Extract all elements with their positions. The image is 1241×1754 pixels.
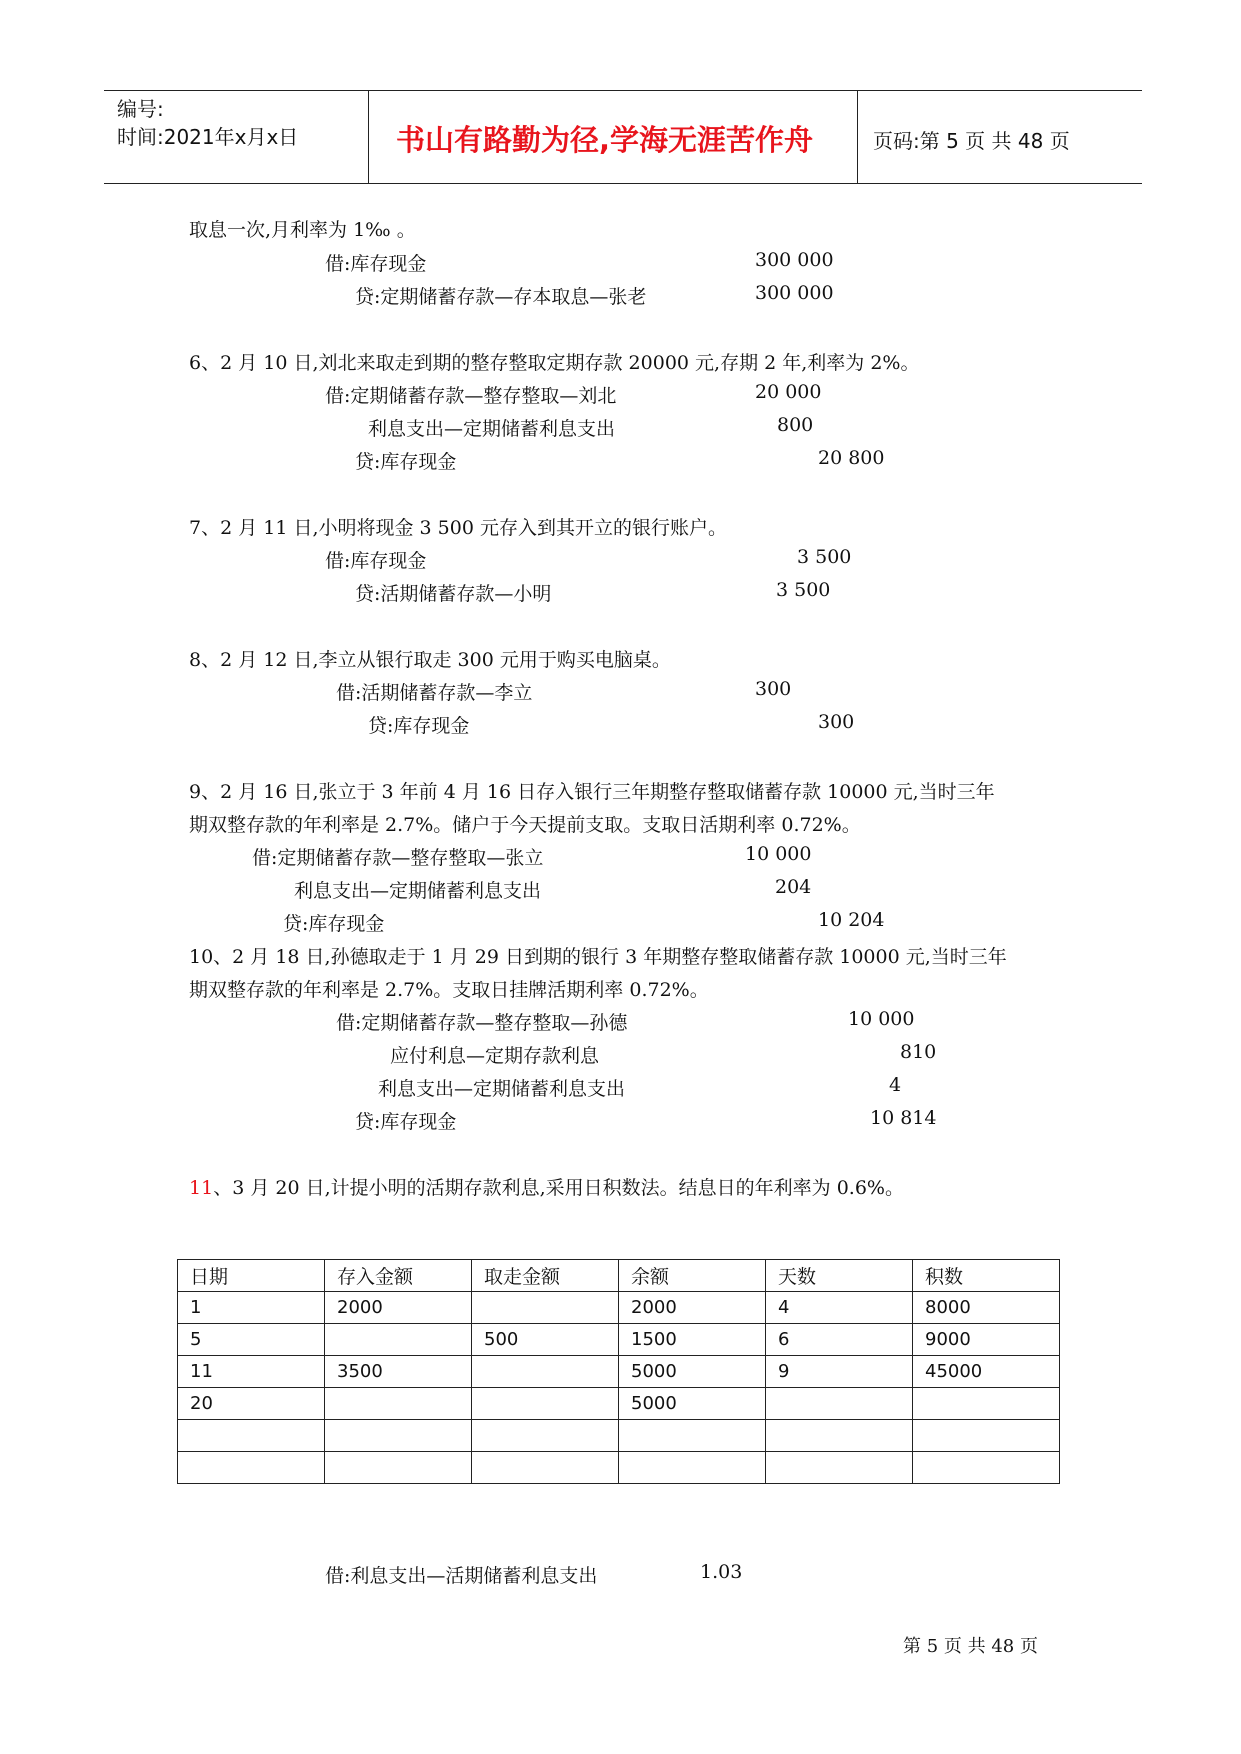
table-row — [178, 1452, 1060, 1484]
interest-table — [177, 1259, 1060, 1484]
table-cell: 11 — [178, 1356, 325, 1388]
table-cell: 9000 — [913, 1324, 1060, 1356]
table-cell — [325, 1452, 472, 1484]
table-cell — [913, 1420, 1060, 1452]
table-cell — [619, 1452, 766, 1484]
table-cell: 2000 — [619, 1292, 766, 1324]
entry-amount: 20 000 — [755, 381, 822, 403]
entry-amount: 300 — [755, 678, 792, 700]
table-cell — [472, 1292, 619, 1324]
entry-amount: 3 500 — [797, 546, 852, 568]
entry-debit: 借:库存现金 — [325, 253, 427, 275]
page-label: 页码:第 5 页 共 48 页 — [873, 129, 1070, 153]
table-header-cell: 取走金额 — [472, 1260, 619, 1292]
body-line: 10、2 月 18 日,孙德取走于 1 月 29 日到期的银行 3 年期整存整取储蓄存款 10000 元,当时三年 — [189, 946, 1007, 968]
table-cell — [619, 1420, 766, 1452]
entry-credit: 贷:库存现金 — [368, 715, 470, 737]
entry-credit: 贷:库存现金 — [355, 451, 457, 473]
table-cell: 5000 — [619, 1388, 766, 1420]
table-cell: 2000 — [325, 1292, 472, 1324]
table-cell — [472, 1452, 619, 1484]
header-divider-right — [857, 90, 858, 184]
entry-credit: 贷:活期储蓄存款—小明 — [355, 583, 552, 605]
entry-credit: 贷:定期储蓄存款—存本取息—张老 — [355, 286, 647, 308]
table-cell: 3500 — [325, 1356, 472, 1388]
entry-credit: 贷:库存现金 — [355, 1111, 457, 1133]
footer-page-label: 第 5 页 共 48 页 — [903, 1636, 1038, 1657]
table-cell — [472, 1420, 619, 1452]
entry-amount: 4 — [889, 1074, 902, 1096]
entry-amount: 300 000 — [755, 249, 834, 271]
entry-debit: 借:活期储蓄存款—李立 — [336, 682, 533, 704]
entry-amount: 3 500 — [776, 579, 831, 601]
entry-amount: 10 204 — [818, 909, 885, 931]
entry-debit: 借:定期储蓄存款—整存整取—张立 — [252, 847, 544, 869]
time-label: 时间:2021年x月x日 — [117, 125, 299, 149]
table-cell: 6 — [766, 1324, 913, 1356]
table-header-cell: 天数 — [766, 1260, 913, 1292]
table-cell — [766, 1452, 913, 1484]
table-cell: 4 — [766, 1292, 913, 1324]
entry-amount: 10 000 — [848, 1008, 915, 1030]
table-cell — [913, 1452, 1060, 1484]
entry-amount: 10 814 — [870, 1107, 937, 1129]
table-header-cell: 日期 — [178, 1260, 325, 1292]
closing-entry-amount: 1.03 — [700, 1561, 743, 1583]
closing-entry-debit: 借:利息支出—活期储蓄利息支出 — [325, 1565, 598, 1587]
entry-amount: 300 000 — [755, 282, 834, 304]
item-number: 11 — [189, 1177, 214, 1199]
body-line: 取息一次,月利率为 1‰ 。 — [189, 219, 416, 241]
body-line: 6、2 月 10 日,刘北来取走到期的整存整取定期存款 20000 元,存期 2 年,利率为 2%。 — [189, 352, 920, 374]
table-header-cell: 余额 — [619, 1260, 766, 1292]
entry-debit-sub: 利息支出—定期储蓄利息支出 — [378, 1078, 626, 1100]
body-line — [189, 1173, 904, 1200]
table-row — [178, 1324, 1060, 1356]
table-cell — [325, 1324, 472, 1356]
table-cell — [472, 1388, 619, 1420]
entry-debit-sub: 利息支出—定期储蓄利息支出 — [368, 418, 616, 440]
entry-amount: 10 000 — [745, 843, 812, 865]
motto-title: 书山有路勤为径,学海无涯苦作舟 — [396, 123, 814, 157]
header-divider-left — [368, 90, 369, 184]
table-header-row — [178, 1260, 1060, 1292]
table-cell: 5 — [178, 1324, 325, 1356]
table-header-cell: 积数 — [913, 1260, 1060, 1292]
header-bottom-rule — [104, 183, 1142, 184]
table-cell: 9 — [766, 1356, 913, 1388]
table-cell — [472, 1356, 619, 1388]
body-line: 期双整存款的年利率是 2.7%。支取日挂牌活期利率 0.72%。 — [189, 979, 709, 1001]
table-cell: 500 — [472, 1324, 619, 1356]
table-cell — [178, 1452, 325, 1484]
table-cell: 8000 — [913, 1292, 1060, 1324]
table-cell: 1500 — [619, 1324, 766, 1356]
table-cell — [766, 1420, 913, 1452]
table-cell — [178, 1420, 325, 1452]
table-cell — [913, 1388, 1060, 1420]
entry-amount: 800 — [777, 414, 814, 436]
table-header-cell: 存入金额 — [325, 1260, 472, 1292]
serial-label: 编号: — [117, 97, 164, 121]
entry-amount: 810 — [900, 1041, 937, 1063]
table-cell — [766, 1388, 913, 1420]
entry-amount: 204 — [775, 876, 812, 898]
body-line: 9、2 月 16 日,张立于 3 年前 4 月 16 日存入银行三年期整存整取储蓄存款 10000 元,当时三年 — [189, 781, 995, 803]
table-row — [178, 1388, 1060, 1420]
entry-debit: 借:定期储蓄存款—整存整取—刘北 — [325, 385, 617, 407]
entry-amount: 300 — [818, 711, 855, 733]
table-row — [178, 1420, 1060, 1452]
table-cell: 20 — [178, 1388, 325, 1420]
table-cell — [325, 1420, 472, 1452]
header-top-rule — [104, 90, 1142, 91]
body-line: 7、2 月 11 日,小明将现金 3 500 元存入到其开立的银行账户。 — [189, 517, 727, 539]
entry-credit: 贷:库存现金 — [283, 913, 385, 935]
entry-debit-sub: 利息支出—定期储蓄利息支出 — [294, 880, 542, 902]
body-line: 期双整存款的年利率是 2.7%。储户于今天提前支取。支取日活期利率 0.72%。 — [189, 814, 861, 836]
body-line: 8、2 月 12 日,李立从银行取走 300 元用于购买电脑桌。 — [189, 649, 671, 671]
table-row — [178, 1292, 1060, 1324]
item-text: 、3 月 20 日,计提小明的活期存款利息,采用日积数法。结息日的年利率为 0.6%。 — [213, 1177, 904, 1199]
table-cell — [325, 1388, 472, 1420]
entry-debit-sub: 应付利息—定期存款利息 — [390, 1045, 600, 1067]
table-cell: 5000 — [619, 1356, 766, 1388]
table-cell: 45000 — [913, 1356, 1060, 1388]
entry-debit: 借:库存现金 — [325, 550, 427, 572]
table-row — [178, 1356, 1060, 1388]
entry-debit: 借:定期储蓄存款—整存整取—孙德 — [336, 1012, 628, 1034]
entry-amount: 20 800 — [818, 447, 885, 469]
table-cell: 1 — [178, 1292, 325, 1324]
